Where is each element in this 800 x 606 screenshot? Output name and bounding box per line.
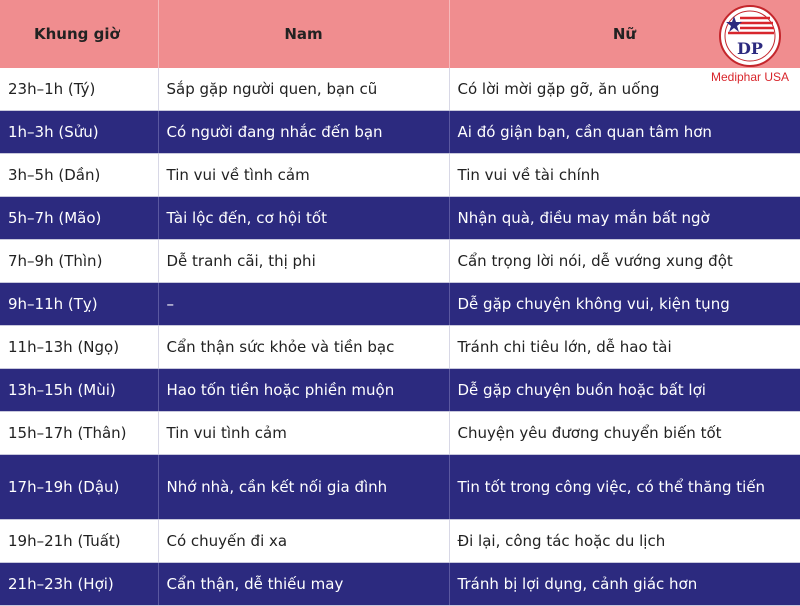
table-row — [0, 154, 800, 197]
time-cell: 23h–1h (Tý) — [0, 68, 158, 111]
table-row — [0, 240, 800, 283]
nu-cell: Dễ gặp chuyện buồn hoặc bất lợi — [449, 369, 800, 412]
nam-cell: – — [158, 283, 449, 326]
header-time: Khung giờ — [0, 0, 158, 68]
time-cell: 3h–5h (Dần) — [0, 154, 158, 197]
nu-cell: Cẩn trọng lời nói, dễ vướng xung đột — [449, 240, 800, 283]
nu-cell: Tránh chi tiêu lớn, dễ hao tài — [449, 326, 800, 369]
table-row — [0, 111, 800, 154]
nam-cell: Sắp gặp người quen, bạn cũ — [158, 68, 449, 111]
nam-cell: Có người đang nhắc đến bạn — [158, 111, 449, 154]
time-cell: 21h–23h (Hợi) — [0, 563, 158, 606]
table-row — [0, 412, 800, 455]
nam-cell: Cẩn thận sức khỏe và tiền bạc — [158, 326, 449, 369]
time-cell: 5h–7h (Mão) — [0, 197, 158, 240]
nu-cell: Tin tốt trong công việc, có thể thăng tiến — [449, 455, 800, 520]
time-cell: 7h–9h (Thìn) — [0, 240, 158, 283]
logo-text: Mediphar USA — [710, 70, 790, 84]
nam-cell: Tin vui tình cảm — [158, 412, 449, 455]
nu-cell: Ai đó giận bạn, cần quan tâm hơn — [449, 111, 800, 154]
header-nam: Nam — [158, 0, 449, 68]
nam-cell: Tài lộc đến, cơ hội tốt — [158, 197, 449, 240]
table-row — [0, 369, 800, 412]
nam-cell: Nhớ nhà, cần kết nối gia đình — [158, 455, 449, 520]
table-row — [0, 563, 800, 606]
nam-cell: Tin vui về tình cảm — [158, 154, 449, 197]
nam-cell: Có chuyến đi xa — [158, 520, 449, 563]
nu-cell: Đi lại, công tác hoặc du lịch — [449, 520, 800, 563]
time-cell: 13h–15h (Mùi) — [0, 369, 158, 412]
time-cell: 11h–13h (Ngọ) — [0, 326, 158, 369]
header-nu: Nữ — [449, 0, 800, 68]
time-cell: 19h–21h (Tuất) — [0, 520, 158, 563]
time-cell: 15h–17h (Thân) — [0, 412, 158, 455]
mediphar-logo — [704, 4, 796, 86]
table-row — [0, 326, 800, 369]
nu-cell: Dễ gặp chuyện không vui, kiện tụng — [449, 283, 800, 326]
nam-cell: Dễ tranh cãi, thị phi — [158, 240, 449, 283]
table-row — [0, 197, 800, 240]
table-row — [0, 520, 800, 563]
nam-cell: Cẩn thận, dễ thiếu may — [158, 563, 449, 606]
nam-cell: Hao tốn tiền hoặc phiền muộn — [158, 369, 449, 412]
header-row — [0, 0, 800, 68]
logo-emblem-icon — [718, 4, 782, 68]
logo-monogram: DP — [737, 39, 763, 58]
nu-cell: Tin vui về tài chính — [449, 154, 800, 197]
nu-cell: Nhận quà, điều may mắn bất ngờ — [449, 197, 800, 240]
table-row — [0, 68, 800, 111]
nu-cell: Có lời mời gặp gỡ, ăn uống — [449, 68, 800, 111]
table-row — [0, 455, 800, 520]
nu-cell: Tránh bị lợi dụng, cảnh giác hơn — [449, 563, 800, 606]
time-cell: 1h–3h (Sửu) — [0, 111, 158, 154]
time-cell: 17h–19h (Dậu) — [0, 455, 158, 520]
time-cell: 9h–11h (Tỵ) — [0, 283, 158, 326]
table-row — [0, 283, 800, 326]
nu-cell: Chuyện yêu đương chuyển biến tốt — [449, 412, 800, 455]
